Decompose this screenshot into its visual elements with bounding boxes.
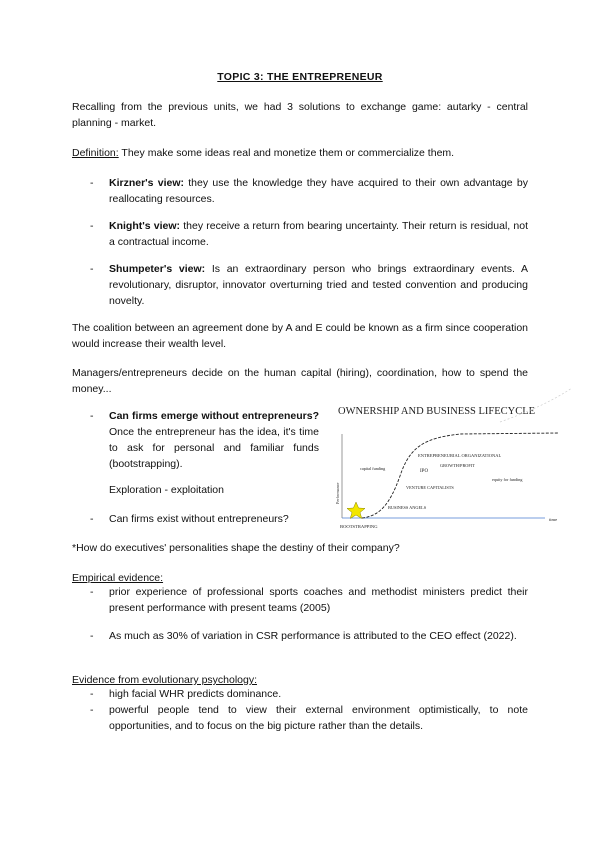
evolutionary-item: high facial WHR predicts dominance.	[109, 688, 282, 700]
kirzner-label: Kirzner's view:	[109, 177, 185, 189]
label-performance: Performance	[335, 482, 340, 504]
bullet-dash: -	[90, 704, 94, 716]
page-title: TOPIC 3: THE ENTREPRENEUR	[217, 71, 383, 83]
label-angel: BUSINESS ANGELS	[388, 505, 427, 510]
firms-emerge-text: Once the entrepreneur has the idea, it's time to ask for personal and familiar funds (bootstrapping).	[109, 426, 319, 470]
firms-emerge-item	[109, 408, 319, 472]
label-bootstrapping: BOOTSTRAPPING	[340, 524, 378, 529]
definition-text: They make some ideas real and monetize them or commercialize them.	[118, 147, 455, 159]
bullet-dash: -	[90, 630, 94, 642]
knight-text: they receive a return from bearing uncertainty. Their return is residual, not a contractual income.	[109, 220, 528, 248]
firms-emerge-label: Can firms emerge without entrepreneurs?	[109, 410, 319, 422]
exploration-line: Exploration - exploitation	[109, 484, 224, 496]
managers-paragraph: Managers/entrepreneurs decide on the human capital (hiring), coordination, how to spend the money...	[72, 367, 528, 395]
figure-title: OWNERSHIP AND BUSINESS LIFECYCLE	[338, 406, 536, 417]
kirzner-item	[109, 175, 528, 207]
knight-item	[109, 218, 528, 250]
label-venture: VENTURE CAPITALISTS	[406, 485, 454, 490]
empirical-item: As much as 30% of variation in CSR performance is attributed to the CEO effect (2022).	[109, 630, 517, 642]
definition-paragraph	[72, 145, 528, 161]
intro-paragraph: Recalling from the previous units, we had 3 solutions to exchange game: autarky - central planning - market.	[72, 101, 528, 129]
bullet-dash: -	[90, 688, 94, 700]
lifecycle-figure	[330, 386, 580, 530]
bullet-dash: -	[90, 586, 94, 598]
evolutionary-item: powerful people tend to view their external environment optimistically, to note opportunities, and to focus on the big picture rather than the details.	[109, 704, 528, 732]
bullet-dash: -	[90, 263, 94, 275]
bullet-dash: -	[90, 220, 94, 232]
label-ipo: IPO	[420, 469, 429, 474]
shumpeter-label: Shumpeter's view:	[109, 263, 206, 275]
evolutionary-heading-text: Evidence from evolutionary psychology:	[72, 674, 258, 686]
definition-label: Definition:	[72, 147, 119, 159]
lifecycle-chart	[330, 386, 580, 530]
label-entrepreneurial: ENTREPRENEURIAL ORGANIZATIONAL	[418, 453, 502, 458]
label-for-funding: equity for funding	[492, 477, 523, 482]
knight-label: Knight's view:	[109, 220, 181, 232]
executives-question: *How do executives' personalities shape the destiny of their company?	[72, 542, 400, 554]
empirical-item: prior experience of professional sports coaches and methodist ministers predict their present performance with present teams (2005)	[109, 586, 528, 614]
empirical-heading-text: Empirical evidence:	[72, 572, 164, 584]
bullet-dash: -	[90, 410, 94, 422]
kirzner-text: they use the knowledge they have acquired to their own advantage by reallocating resources.	[109, 177, 528, 205]
label-capital-friends: capital funding	[360, 466, 386, 471]
label-time: time	[549, 517, 558, 522]
shumpeter-text: Is an extraordinary person who brings extraordinary events. A revolutionary, disruptor, innovator overturning tried and tested convention and producing novelty.	[109, 263, 529, 307]
shumpeter-item	[109, 261, 528, 309]
label-growth: GROWTH/PROFIT	[440, 463, 475, 468]
coalition-paragraph: The coalition between an agreement done by A and E could be known as a firm since cooperation would increase their wealth level.	[72, 322, 528, 350]
firms-exist-item: Can firms exist without entrepreneurs?	[109, 513, 289, 525]
bullet-dash: -	[90, 513, 94, 525]
bullet-dash: -	[90, 177, 94, 189]
